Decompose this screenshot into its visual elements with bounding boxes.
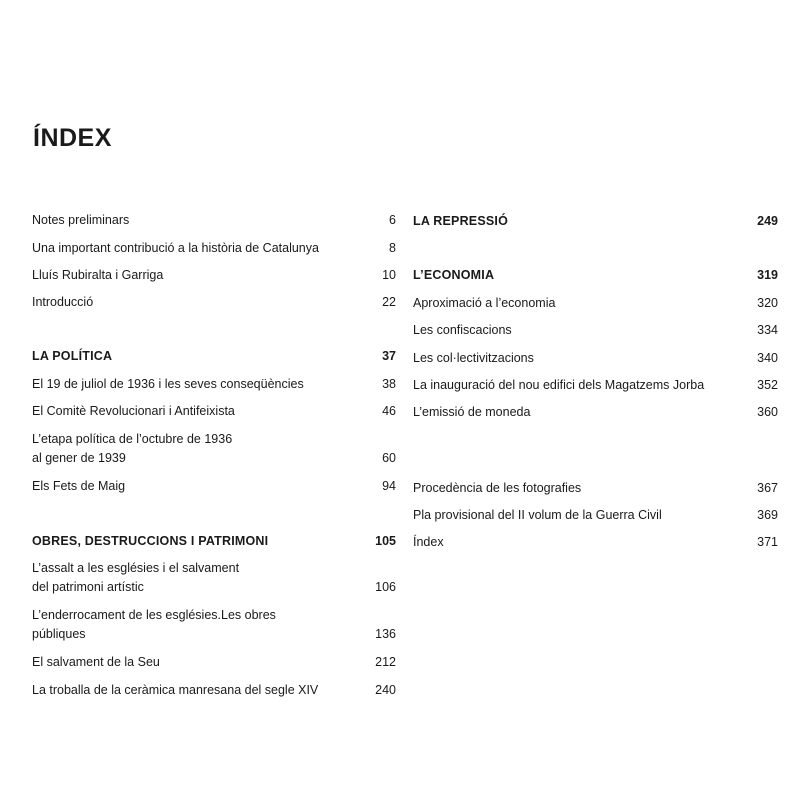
toc-entry-page: 22 [382,295,396,309]
toc-entry [413,506,778,525]
section-heading-page: 249 [757,214,778,228]
toc-entry-label: Notes preliminars [32,213,130,227]
section-heading-label: LA POLÍTICA [32,349,113,363]
toc-entry-page: 369 [757,508,778,522]
toc-entry-page: 360 [757,405,778,419]
toc-entry-label: La inauguració del nou edifici dels Magatzems Jorba [413,378,705,392]
toc-entry [32,430,396,468]
section-heading-label: LA REPRESSIÓ [413,214,509,228]
toc-entry [32,402,396,421]
toc-entry [413,376,778,395]
toc-entry-label: L’assalt a les esglésies i el salvament del patrimoni artístic [32,561,240,594]
toc-entry [413,403,778,422]
toc-entry-page: 352 [757,378,778,392]
toc-entry-label: Pla provisional del II volum de la Guerra Civil [413,508,662,522]
section-heading-page: 319 [757,268,778,282]
toc-entry [413,533,778,552]
toc-entry [32,375,396,394]
toc-entry-label: Una important contribució a la història de Catalunya [32,241,319,255]
toc-entry [413,294,778,313]
toc-entry-label: Índex [413,535,444,549]
toc-entry [413,479,778,498]
toc-entry [32,653,396,672]
section-heading-economia [413,266,778,285]
toc-entry-label: Aproximació a l’economia [413,296,556,310]
toc-entry [32,559,396,597]
toc-entry-page: 136 [375,627,396,641]
section-heading-page: 37 [382,349,396,363]
toc-entry [413,349,778,368]
toc-entry-label: Les confiscacions [413,323,512,337]
section-heading-obres [32,532,396,551]
section-heading-page: 105 [375,534,396,548]
toc-entry-page: 8 [389,241,396,255]
toc-entry-page: 334 [757,323,778,337]
toc-entry [32,477,396,496]
toc-entry-page: 106 [375,580,396,594]
section-heading-label: L’ECONOMIA [413,268,495,282]
toc-entry [32,211,396,230]
section-heading-label: OBRES, DESTRUCCIONS I PATRIMONI [32,534,269,548]
page-title: ÍNDEX [33,124,112,152]
toc-entry [32,266,396,285]
toc-entry [32,293,396,312]
toc-entry-page: 6 [389,213,396,227]
toc-entry-page: 94 [382,479,396,493]
toc-entry-page: 320 [757,296,778,310]
toc-entry-label: L’etapa política de l’octubre de 1936 al gener de 1939 [32,432,233,465]
toc-entry-label: El Comitè Revolucionari i Antifeixista [32,404,235,418]
toc-entry-label: Introducció [32,295,94,309]
toc-entry-label: La troballa de la ceràmica manresana del segle XIV [32,683,319,697]
toc-entry-page: 340 [757,351,778,365]
toc-entry [32,606,396,644]
toc-entry-page: 60 [382,451,396,465]
toc-entry-page: 371 [757,535,778,549]
toc-entry-label: Les col·lectivitzacions [413,351,534,365]
toc-entry-page: 212 [375,655,396,669]
toc-entry-label: L’enderrocament de les esglésies.Les obres públiques [32,608,276,641]
toc-entry-page: 46 [382,404,396,418]
toc-entry-label: L’emissió de moneda [413,405,531,419]
toc-entry-page: 38 [382,377,396,391]
toc-entry-label: Lluís Rubiralta i Garriga [32,268,164,282]
section-heading-repressio [413,212,778,231]
toc-entry [32,681,396,700]
toc-entry-label: El salvament de la Seu [32,655,160,669]
toc-entry-page: 367 [757,481,778,495]
toc-entry-label: Els Fets de Maig [32,479,126,493]
toc-entry-page: 240 [375,683,396,697]
toc-entry-page: 10 [382,268,396,282]
toc-entry [32,239,396,258]
toc-entry-label: El 19 de juliol de 1936 i les seves conseqüències [32,377,304,391]
section-heading-politica [32,347,396,366]
toc-entry [413,321,778,340]
toc-entry-label: Procedència de les fotografies [413,481,582,495]
